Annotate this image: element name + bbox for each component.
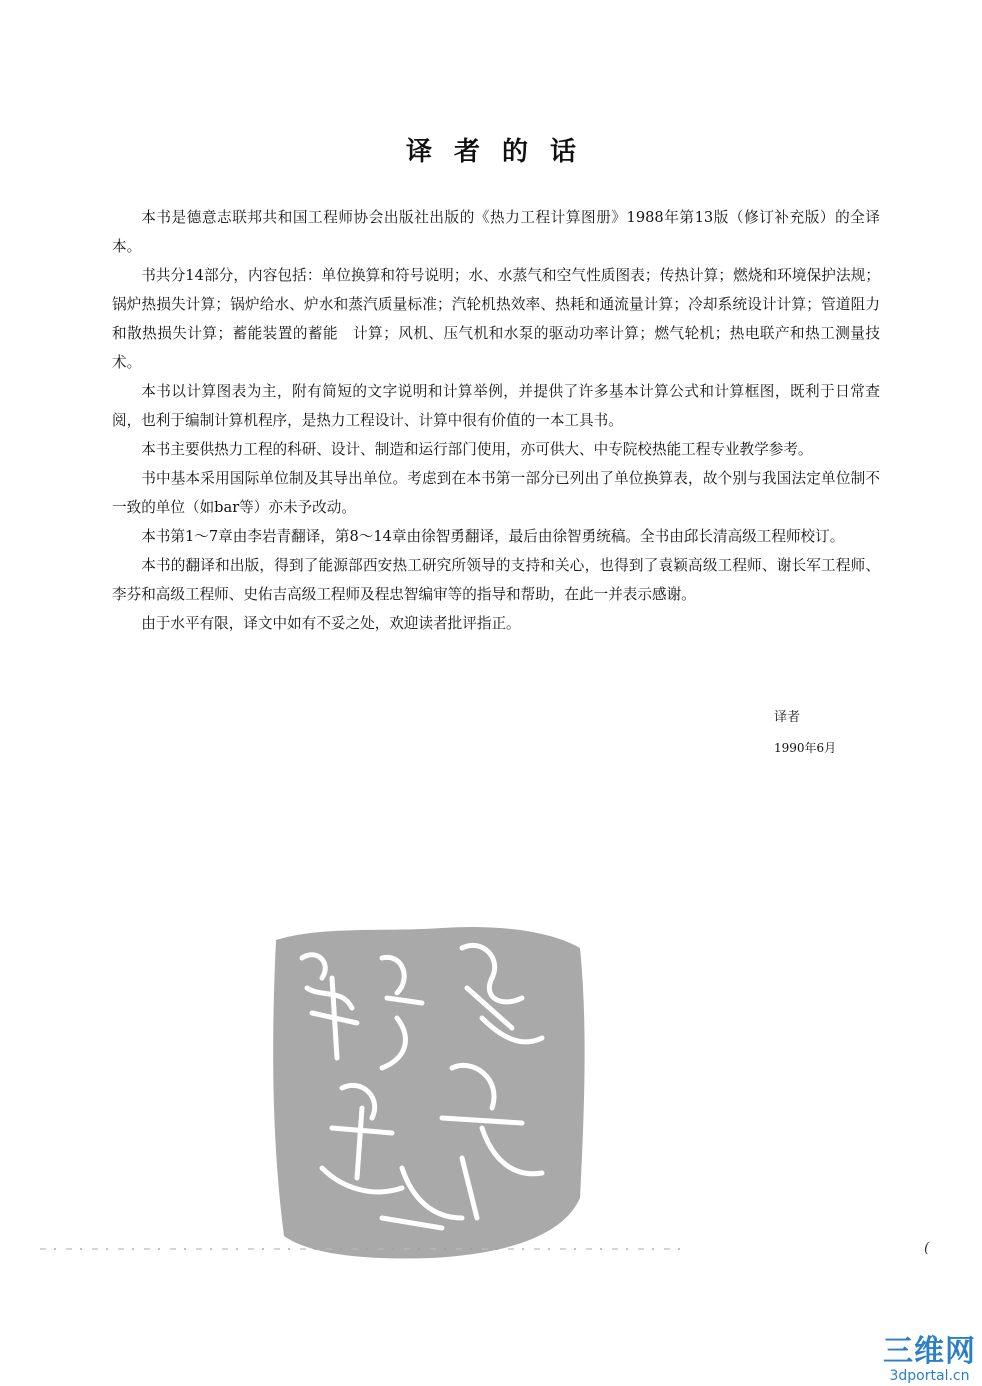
- logo-sub-text: 3dportal.cn: [889, 1368, 970, 1384]
- page-title: 译者的话: [405, 137, 598, 167]
- paragraph: 本书第1～7章由李岩青翻译，第8～14章由徐智勇翻译，最后由徐智勇统稿。全书由邱长清高级工程师校订。: [141, 528, 845, 545]
- stray-mark: (: [924, 1240, 930, 1256]
- scan-artifact-line: [40, 1248, 690, 1250]
- signature-author: 译者: [774, 710, 801, 725]
- seal-watermark: [262, 918, 590, 1263]
- signature-block: [774, 703, 836, 763]
- logo-main-text: 三维网: [883, 1334, 976, 1369]
- paragraph: 本书的翻译和出版，得到了能源部西安热工研究所领导的支持和关心，也得到了袁颖高级工程师、谢长军工程师、李芬和高级工程师、史佑吉高级工程师及程忠智编审等的指导和帮助，在此一并表示感谢。: [112, 557, 880, 603]
- body-text: [112, 203, 880, 638]
- paragraph: 由于水平有限，译文中如有不妥之处，欢迎读者批评指正。: [141, 615, 521, 632]
- paragraph: 书中基本采用国际单位制及其导出单位。考虑到在本书第一部分已列出了单位换算表，故个别与我国法定单位制不一致的单位（如bar等）亦未予改动。: [112, 470, 880, 516]
- paragraph: 本书以计算图表为主，附有简短的文字说明和计算举例，并提供了许多基本计算公式和计算框图，既利于日常查阅，也利于编制计算机程序，是热力工程设计、计算中很有价值的一本工具书。: [112, 383, 880, 429]
- paragraph: 本书主要供热力工程的科研、设计、制造和运行部门使用，亦可供大、中专院校热能工程专业教学参考。: [141, 441, 813, 458]
- site-logo: [883, 1336, 976, 1384]
- signature-date: 1990年6月: [774, 741, 837, 755]
- paragraph: 本书是德意志联邦共和国工程师协会出版社出版的《热力工程计算图册》1988年第13版（修订补充版）的全译本。: [112, 209, 880, 255]
- paragraph: 书共分14部分，内容包括：单位换算和符号说明；水、水蒸气和空气性质图表；传热计算；燃烧和环境保护法规；锅炉热损失计算；锅炉给水、炉水和蒸汽质量标准；汽轮机热效率、热耗和通流量计算；冷却系统设计计算；管道阻力和散热损失计算；蓄能装置的蓄能 计算；风机、压气机和水泵的驱动功率计算；燃气轮机；热电联产和热工测量技术。: [112, 267, 880, 371]
